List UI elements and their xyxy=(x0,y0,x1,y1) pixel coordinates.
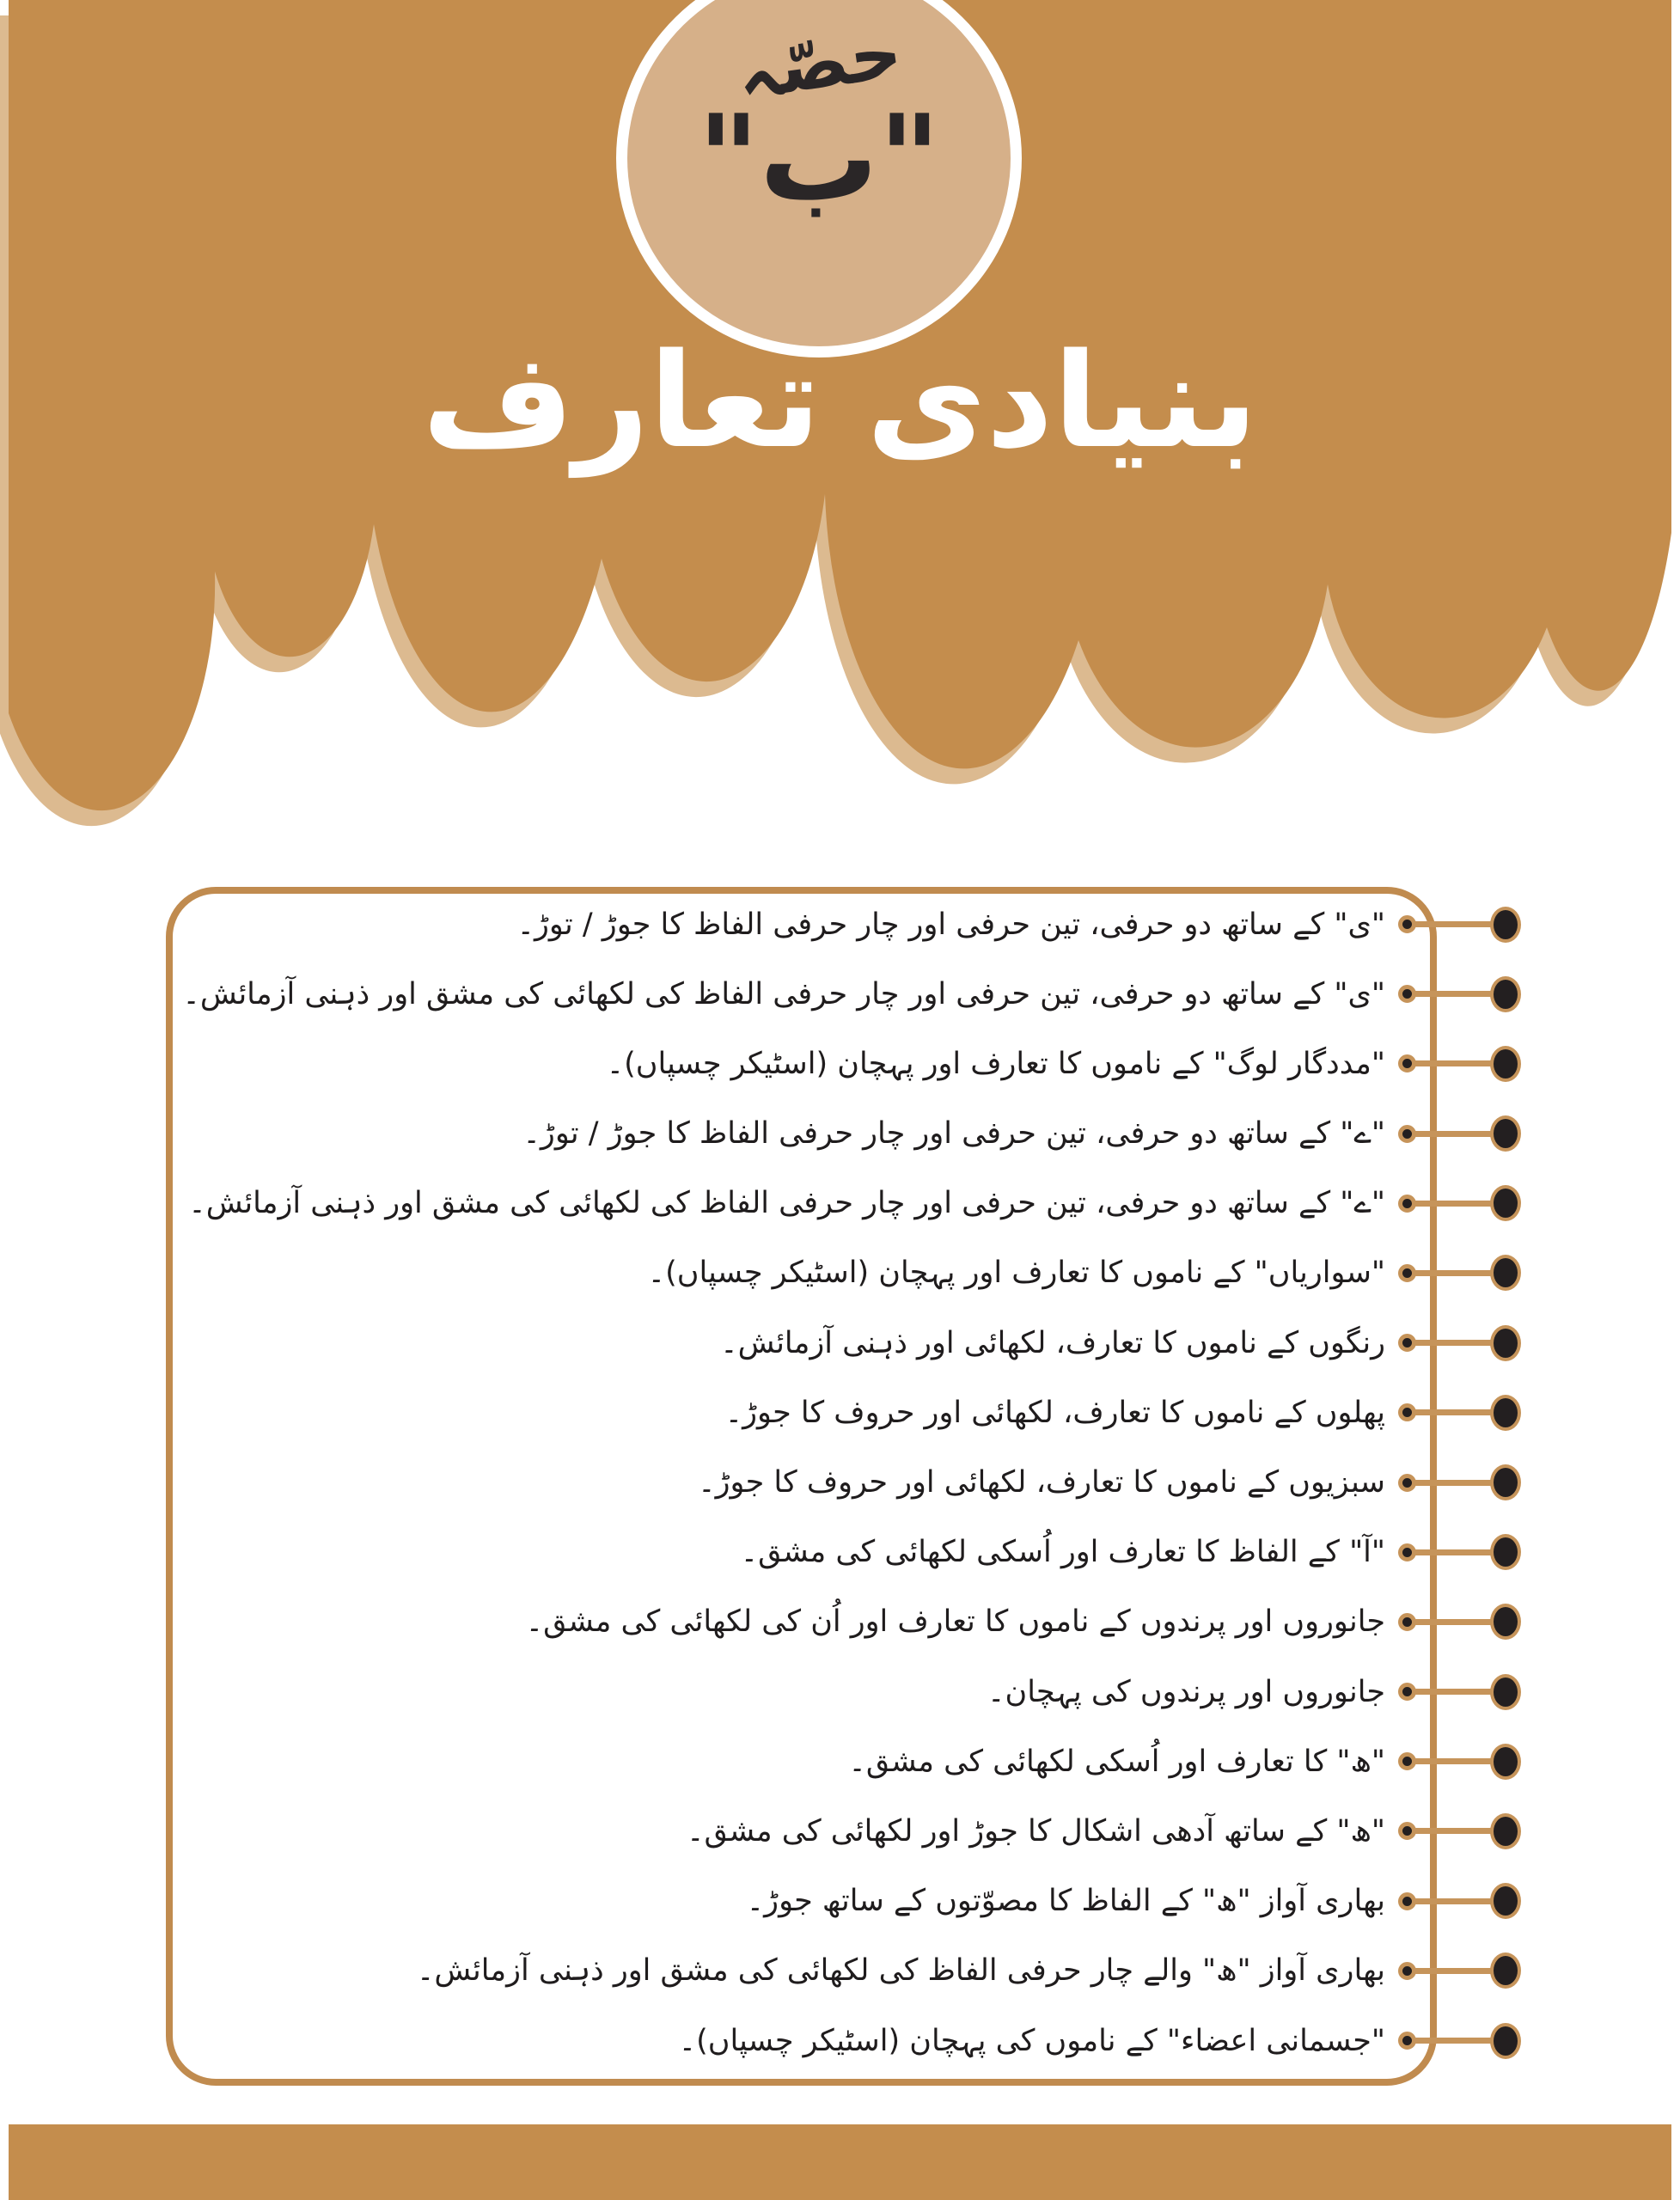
connector-line xyxy=(1415,991,1491,997)
list-item xyxy=(166,1114,1521,1154)
big-dot-icon xyxy=(1490,1115,1521,1152)
connector-line xyxy=(1415,1758,1491,1764)
connector-line xyxy=(1415,1201,1491,1207)
big-dot-icon xyxy=(1490,1464,1521,1500)
list-item-text: سبزیوں کے ناموں کا تعارف، لکھائی اور حروف کا جوڑ۔ xyxy=(698,1465,1385,1500)
connector-line xyxy=(1415,1340,1491,1346)
small-dot-icon xyxy=(1398,1962,1416,1980)
big-dot-icon xyxy=(1490,1883,1521,1919)
list-item-text: جانوروں اور پرندوں کی پہچان۔ xyxy=(987,1674,1385,1709)
bullet-connector xyxy=(1398,1185,1521,1221)
list-item xyxy=(166,1671,1521,1712)
list-item xyxy=(166,1532,1521,1573)
list-item-text: "ے" کے ساتھ دو حرفی، تین حرفی اور چار حرفی الفاظ کی لکھائی کی مشق اور ذہنی آزمائش۔ xyxy=(188,1186,1385,1221)
list-item xyxy=(166,1253,1521,1293)
big-dot-icon xyxy=(1490,2023,1521,2059)
bullet-connector xyxy=(1398,1255,1521,1291)
list-item xyxy=(166,1043,1521,1084)
list-item xyxy=(166,2020,1521,2061)
footer-bar xyxy=(9,2124,1671,2200)
small-dot-icon xyxy=(1398,1752,1416,1770)
bullet-connector xyxy=(1398,1395,1521,1431)
bullet-connector xyxy=(1398,1813,1521,1849)
list-item xyxy=(166,1323,1521,1363)
connector-line xyxy=(1415,1060,1491,1066)
connector-line xyxy=(1415,921,1491,927)
list-item-text: "ھ" کے ساتھ آدھی اشکال کا جوڑ اور لکھائی کی مشق۔ xyxy=(687,1813,1385,1849)
big-dot-icon xyxy=(1490,1325,1521,1361)
bullet-connector xyxy=(1398,1325,1521,1361)
list-item-text: "جسمانی اعضاء" کے ناموں کی پہچان (اسٹیکر چسپاں)۔ xyxy=(678,2023,1385,2058)
connector-line xyxy=(1415,1898,1491,1904)
list-item xyxy=(166,1741,1521,1781)
big-dot-icon xyxy=(1490,1395,1521,1431)
list-item-text: "ھ" کا تعارف اور اُسکی لکھائی کی مشق۔ xyxy=(848,1744,1385,1779)
connector-line xyxy=(1415,1270,1491,1276)
list-item xyxy=(166,1602,1521,1642)
list-item-text: بھاری آواز "ھ" والے چار حرفی الفاظ کی لکھائی کی مشق اور ذہنی آزمائش۔ xyxy=(416,1953,1385,1989)
connector-line xyxy=(1415,1689,1491,1695)
connector-line xyxy=(1415,1409,1491,1415)
small-dot-icon xyxy=(1398,1543,1416,1561)
small-dot-icon xyxy=(1398,1892,1416,1910)
list-item-text: بھاری آواز "ھ" کے الفاظ کا مصوّتوں کے ساتھ جوڑ۔ xyxy=(746,1884,1385,1919)
list-item-text: "ے" کے ساتھ دو حرفی، تین حرفی اور چار حرفی الفاظ کا جوڑ / توڑ۔ xyxy=(522,1116,1385,1152)
connector-line xyxy=(1415,1619,1491,1625)
part-badge-label: حصّہ xyxy=(730,9,907,116)
list-item xyxy=(166,904,1521,944)
big-dot-icon xyxy=(1490,1255,1521,1291)
list-item xyxy=(166,1183,1521,1224)
bullet-connector xyxy=(1398,1883,1521,1919)
small-dot-icon xyxy=(1398,1125,1416,1143)
bullet-connector xyxy=(1398,976,1521,1012)
bullet-connector xyxy=(1398,2023,1521,2059)
list-item xyxy=(166,1392,1521,1433)
small-dot-icon xyxy=(1398,1613,1416,1631)
list-item-text: پھلوں کے ناموں کا تعارف، لکھائی اور حروف کا جوڑ۔ xyxy=(724,1395,1385,1430)
page-title: بنیادی تعارف xyxy=(422,325,1258,477)
list-item xyxy=(166,974,1521,1014)
connector-line xyxy=(1415,1968,1491,1974)
bullet-connector xyxy=(1398,1674,1521,1710)
topics-list xyxy=(166,904,1521,2061)
small-dot-icon xyxy=(1398,1195,1416,1213)
small-dot-icon xyxy=(1398,2032,1416,2050)
part-badge-letter: "ب" xyxy=(697,89,941,229)
bullet-connector xyxy=(1398,1046,1521,1082)
big-dot-icon xyxy=(1490,907,1521,943)
list-item-text: "مددگار لوگ" کے ناموں کا تعارف اور پہچان (اسٹیکر چسپاں)۔ xyxy=(606,1046,1385,1081)
big-dot-icon xyxy=(1490,1185,1521,1221)
connector-line xyxy=(1415,1828,1491,1834)
small-dot-icon xyxy=(1398,1054,1416,1072)
bullet-connector xyxy=(1398,1604,1521,1640)
bullet-connector xyxy=(1398,1115,1521,1152)
list-item-text: جانوروں اور پرندوں کے ناموں کا تعارف اور اُن کی لکھائی کی مشق۔ xyxy=(525,1604,1385,1640)
list-item-text: "سواریاں" کے ناموں کا تعارف اور پہچان (اسٹیکر چسپاں)۔ xyxy=(647,1256,1385,1291)
bullet-connector xyxy=(1398,1952,1521,1989)
big-dot-icon xyxy=(1490,976,1521,1012)
big-dot-icon xyxy=(1490,1674,1521,1710)
list-item xyxy=(166,1463,1521,1503)
small-dot-icon xyxy=(1398,1334,1416,1352)
small-dot-icon xyxy=(1398,915,1416,933)
small-dot-icon xyxy=(1398,1474,1416,1492)
big-dot-icon xyxy=(1490,1744,1521,1780)
bullet-connector xyxy=(1398,1744,1521,1780)
big-dot-icon xyxy=(1490,1534,1521,1570)
list-item xyxy=(166,1951,1521,1991)
list-item xyxy=(166,1881,1521,1922)
connector-line xyxy=(1415,1131,1491,1137)
list-item-text: "آ" کے الفاظ کا تعارف اور اُسکی لکھائی کی مشق۔ xyxy=(740,1535,1385,1570)
small-dot-icon xyxy=(1398,1264,1416,1282)
small-dot-icon xyxy=(1398,985,1416,1003)
connector-line xyxy=(1415,1549,1491,1555)
list-item-text: "ی" کے ساتھ دو حرفی، تین حرفی اور چار حرفی الفاظ کی لکھائی کی مشق اور ذہنی آزمائش۔ xyxy=(182,976,1385,1011)
connector-line xyxy=(1415,1480,1491,1486)
small-dot-icon xyxy=(1398,1683,1416,1701)
small-dot-icon xyxy=(1398,1822,1416,1840)
big-dot-icon xyxy=(1490,1604,1521,1640)
list-item-text: "ی" کے ساتھ دو حرفی، تین حرفی اور چار حرفی الفاظ کا جوڑ / توڑ۔ xyxy=(516,907,1385,942)
big-dot-icon xyxy=(1490,1046,1521,1082)
bullet-connector xyxy=(1398,1464,1521,1500)
bullet-connector xyxy=(1398,1534,1521,1570)
small-dot-icon xyxy=(1398,1403,1416,1421)
connector-line xyxy=(1415,2038,1491,2044)
big-dot-icon xyxy=(1490,1952,1521,1989)
bullet-connector xyxy=(1398,907,1521,943)
list-item xyxy=(166,1811,1521,1851)
big-dot-icon xyxy=(1490,1813,1521,1849)
list-item-text: رنگوں کے ناموں کا تعارف، لکھائی اور ذہنی آزمائش۔ xyxy=(720,1325,1385,1360)
